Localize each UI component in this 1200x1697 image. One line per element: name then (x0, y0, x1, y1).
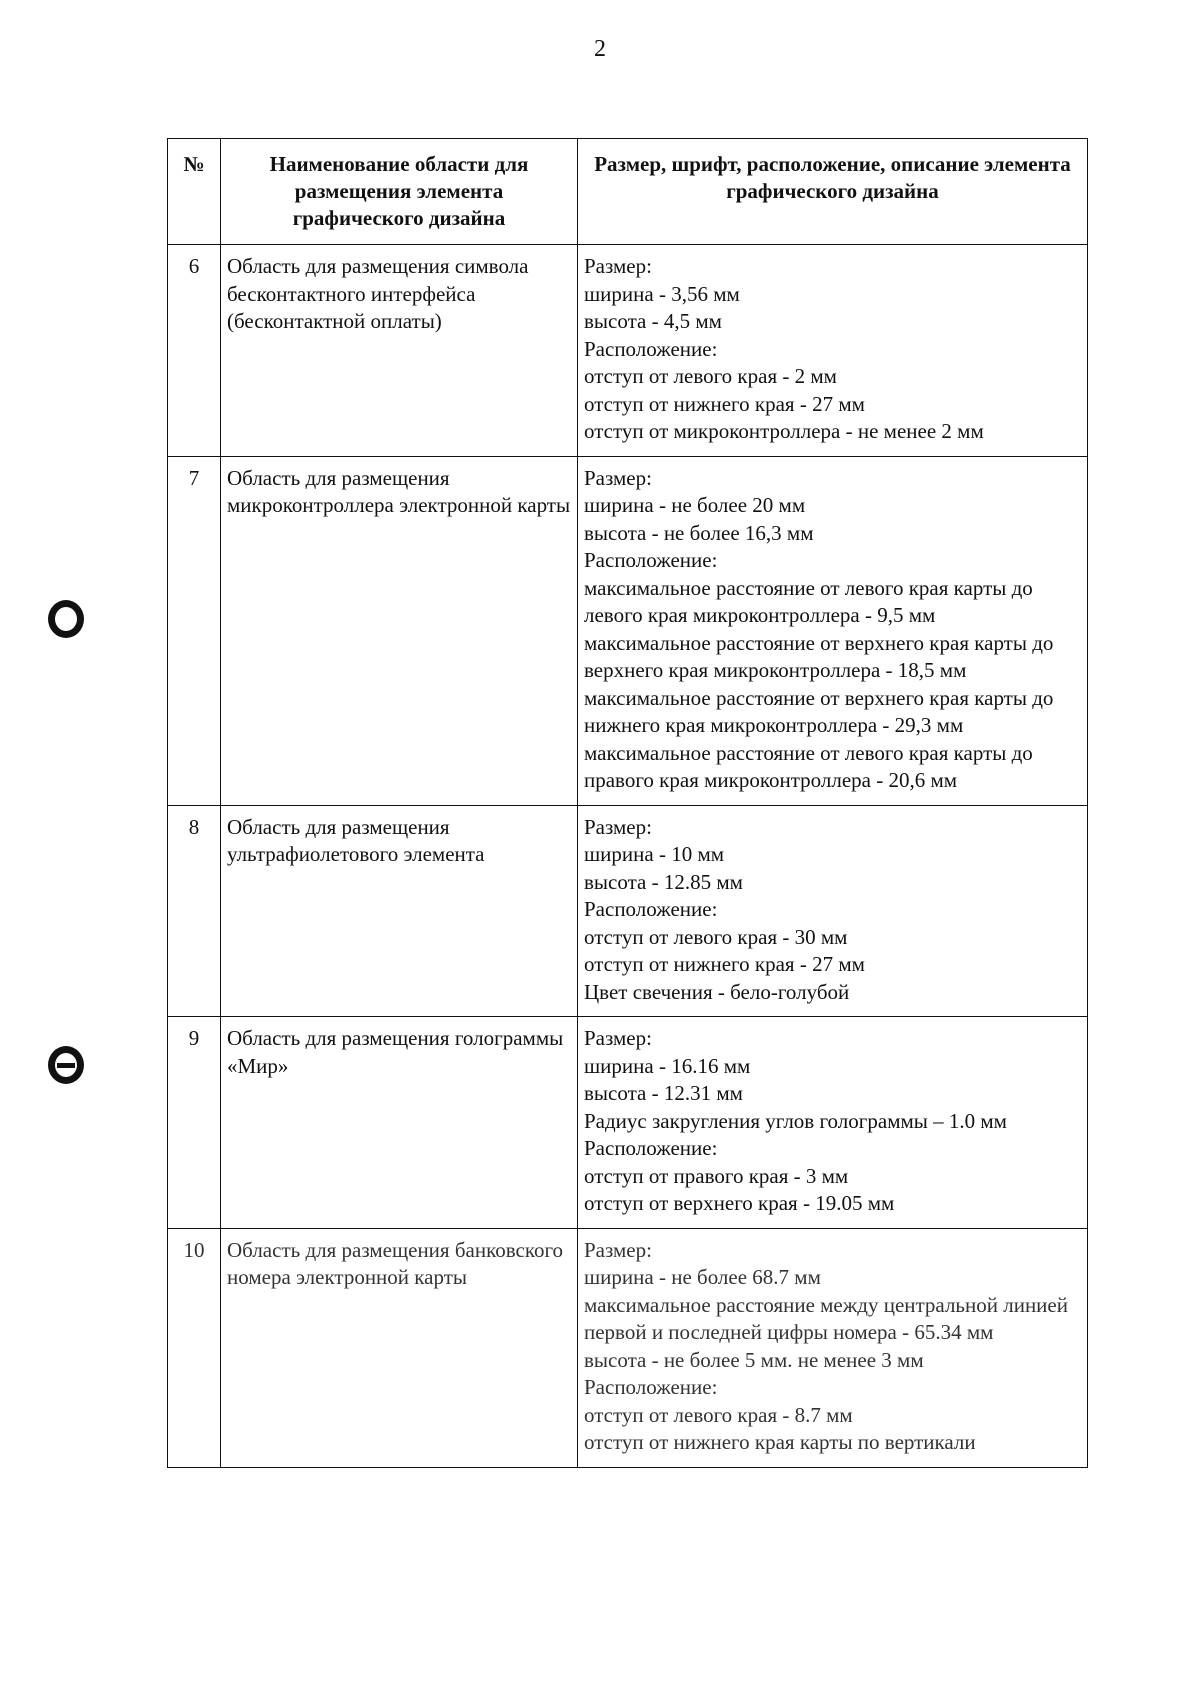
spec-line: ширина - 10 мм (584, 842, 725, 866)
binder-hole-mark (48, 600, 84, 638)
spec-line: Расположение: (584, 548, 718, 572)
header-area-name: Наименование области для размещения элемента графического дизайна (221, 139, 578, 245)
spec-line: высота - не более 5 мм. не менее 3 мм (584, 1347, 924, 1372)
spec-line: отступ от нижнего края - 27 мм (584, 391, 865, 416)
spec-line: Расположение: (584, 336, 718, 361)
table-row (168, 1228, 1088, 1467)
row-spec (578, 245, 1088, 457)
spec-line: Цвет свечения - бело-голубой (584, 979, 850, 1004)
spec-line: отступ от нижнего края - 27 мм (584, 952, 865, 976)
table-row (168, 456, 1088, 805)
spec-line: отступ от нижнего края карты по вертикали (584, 1430, 976, 1454)
table-row (168, 1017, 1088, 1229)
spec-line: максимальное расстояние от верхнего края карты до нижнего края микроконтроллера - 29,3 мм (584, 685, 1054, 737)
spec-line: Размер: (584, 254, 652, 278)
spec-line: Расположение: (584, 897, 718, 921)
row-area-name: Область для размещения голограммы «Мир» (221, 1017, 578, 1229)
spec-line: Размер: (584, 1237, 652, 1262)
spec-line: отступ от микроконтроллера - не менее 2 мм (584, 419, 984, 443)
spec-line: максимальное расстояние от левого края карты до правого края микроконтроллера - 20,6 мм (584, 740, 1033, 792)
table-row (168, 805, 1088, 1017)
spec-line: Размер: (584, 465, 652, 490)
row-area-name: Область для размещения микроконтроллера электронной карты (221, 456, 578, 805)
row-area-name: Область для размещения ультрафиолетового элемента (221, 805, 578, 1017)
spec-line: высота - 12.31 мм (584, 1081, 743, 1105)
spec-line: высота - не более 16,3 мм (584, 520, 814, 545)
spec-line: отступ от верхнего края - 19.05 мм (584, 1191, 895, 1215)
header-number: № (168, 139, 221, 245)
table-row (168, 245, 1088, 457)
spec-line: максимальное расстояние от левого края карты до левого края микроконтроллера - 9,5 мм (584, 575, 1033, 627)
spec-line: Радиус закругления углов голограммы – 1.0 мм (584, 1108, 1007, 1133)
row-spec (578, 805, 1088, 1017)
binder-hole-mark (48, 1046, 84, 1084)
spec-line: Размер: (584, 1026, 652, 1050)
row-spec (578, 456, 1088, 805)
spec-line: Размер: (584, 814, 652, 839)
spec-line: максимальное расстояние от верхнего края карты до верхнего края микроконтроллера - 18,5 мм (584, 630, 1054, 682)
row-area-name: Область для размещения банковского номера электронной карты (221, 1228, 578, 1467)
row-number: 10 (168, 1228, 221, 1467)
row-spec (578, 1228, 1088, 1467)
header-spec: Размер, шрифт, расположение, описание элемента графического дизайна (578, 139, 1088, 245)
row-number: 9 (168, 1017, 221, 1229)
spec-line: Расположение: (584, 1375, 718, 1399)
spec-line: Расположение: (584, 1136, 718, 1160)
row-spec (578, 1017, 1088, 1229)
table-header-row (168, 139, 1088, 245)
spec-line: ширина - 3,56 мм (584, 281, 740, 306)
row-number: 7 (168, 456, 221, 805)
spec-line: ширина - не более 68.7 мм (584, 1265, 821, 1289)
spec-line: отступ от правого края - 3 мм (584, 1163, 849, 1188)
page-number: 2 (594, 36, 606, 62)
spec-line: отступ от левого края - 30 мм (584, 924, 848, 949)
spec-line: высота - 12.85 мм (584, 869, 743, 894)
row-number: 6 (168, 245, 221, 457)
spec-line: максимальное расстояние между центральной линией первой и последней цифры номера - 65.34 мм (584, 1292, 1068, 1344)
design-elements-table (167, 138, 1088, 1468)
row-number: 8 (168, 805, 221, 1017)
row-area-name: Область для размещения символа бесконтактного интерфейса (бесконтактной оплаты) (221, 245, 578, 457)
spec-line: высота - 4,5 мм (584, 309, 722, 333)
spec-line: ширина - не более 20 мм (584, 493, 806, 517)
table-body (168, 245, 1088, 1468)
spec-line: ширина - 16.16 мм (584, 1053, 751, 1078)
spec-line: отступ от левого края - 8.7 мм (584, 1402, 853, 1427)
spec-line: отступ от левого края - 2 мм (584, 364, 837, 388)
